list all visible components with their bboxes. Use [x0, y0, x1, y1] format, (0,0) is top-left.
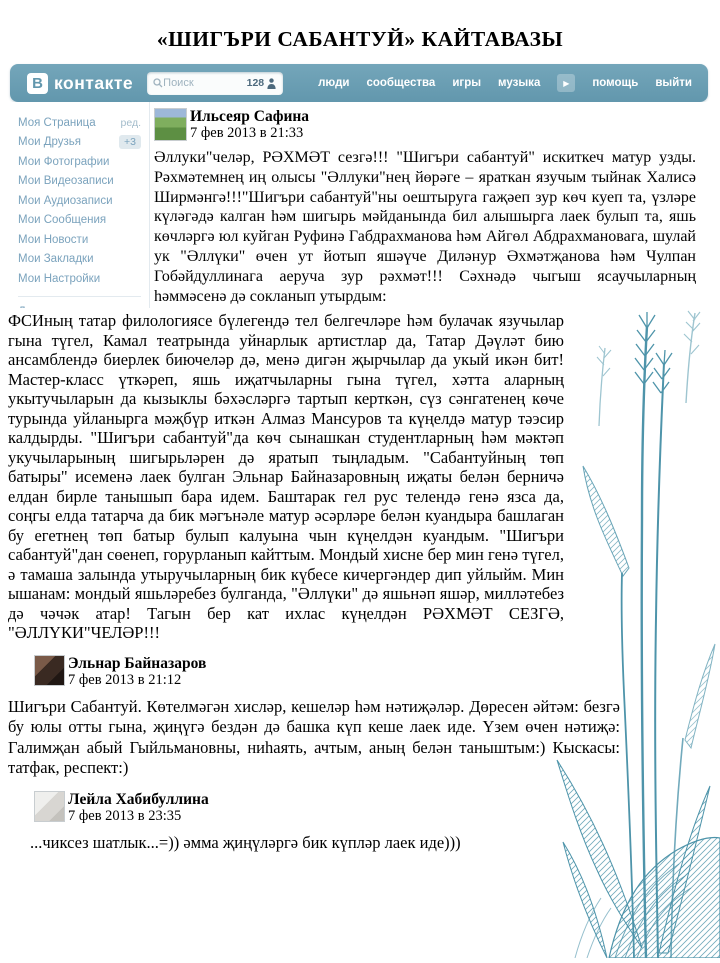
vk-top-nav	[318, 74, 692, 92]
sidebar-item-friends[interactable]: Мои Друзья +3	[18, 133, 149, 153]
play-button[interactable]	[557, 74, 575, 92]
sidebar-item-messages[interactable]: Мои Сообщения	[18, 214, 107, 227]
sidebar-item-my-page[interactable]: Моя Страница ред.	[18, 116, 141, 129]
comment-header	[34, 655, 720, 688]
nav-communities[interactable]: сообщества	[366, 77, 436, 89]
sidebar-divider	[18, 296, 141, 297]
comment-date: 7 фев 2013 в 23:35	[68, 807, 182, 824]
play-icon: ▶	[563, 78, 570, 88]
avatar-elnar[interactable]	[34, 655, 65, 686]
search-box[interactable]	[147, 72, 283, 95]
avatar-ilseyar[interactable]	[154, 108, 187, 141]
online-count: 128	[246, 77, 265, 89]
magnifier-icon	[153, 78, 163, 88]
sidebar-item-photos[interactable]: Мои Фотографии	[18, 155, 110, 168]
edit-link[interactable]: ред.	[120, 116, 141, 129]
post-header	[154, 108, 696, 141]
page-title: «ШИГЪРИ САБАНТУЙ» КАЙТАВАЗЫ	[156, 27, 564, 51]
vk-logo-wordmark: контакте	[54, 72, 134, 93]
sidebar-item-audio[interactable]: Мои Аудиозаписи	[18, 194, 113, 207]
nav-help[interactable]: помощь	[592, 77, 639, 89]
comment-elnar	[8, 655, 720, 779]
nav-games[interactable]: игры	[452, 77, 482, 89]
vk-sidebar	[10, 102, 150, 308]
sidebar-item-bookmarks[interactable]: Мои Закладки	[18, 253, 94, 266]
vk-screenshot-window	[10, 64, 708, 308]
sidebar-item-videos[interactable]: Мои Видеозаписи	[18, 175, 114, 188]
document-body	[8, 311, 720, 853]
person-icon	[267, 78, 276, 89]
vk-top-bar	[10, 64, 708, 102]
sidebar-item-documents[interactable]	[18, 303, 149, 309]
vk-post	[150, 102, 708, 308]
post-text: Әллуки"челәр, РӘХМӘТ сезгә!!! "Шигъри сабантуй" искиткеч матур узды. Рәхмәтемнең иң олысы "Әллуки"нең йөрәге – яраткан язучым тыйнак Халисә Ширмәнгә!!!"Шигъри сабантуй"ны оештыруга гаҗәеп зур көч куеп та, үзләре күләгәдә калган һәм шигырь мәйданында бил алышырга лаек булып та, яшь көчләргә юл куйган Руфинә Габдрахманова һәм Айгөл Абдрахмановага, шулай ук "Әллүки" өчен ут йотып яшәүче Диләнур Әхмәтҗанова һәм Чулпан Гобәйдуллинага аеруча зур рәхмәт!!! Сәхнәдә чыгыш ясаучыларның һәммәсенә дә сокланып утырдым:	[154, 149, 696, 305]
vk-logo[interactable]	[27, 73, 133, 94]
nav-logout[interactable]: выйти	[655, 77, 692, 89]
nav-music[interactable]: музыка	[498, 77, 541, 89]
vk-logo-icon: В	[27, 73, 48, 94]
comment-text: ...чиксез шатлык...=)) әмма җиңүләргә бик күпләр лаек иде)))	[30, 832, 461, 852]
nav-people[interactable]: люди	[318, 77, 350, 89]
body-paragraph: ФСИның татар филологиясе бүлегендә тел белгечләре һәм булачак язучылар гына түгел, Камал театрында уйнарлык артистлар да, Татар Дәүләт бию ансамблендә биерлек биючеләр дә, менә дигән җырчылар да укый икән бит! Мастер-класс үткәреп, яшь иҗатчыларны гына түгел, хәтта аларның укытучыларын да кызыклы бәхәсләргә тартып керткән, сүз сәнгатенең көче турында уйланырга мәҗбүр иткән Алмаз Мансуров та күңелдә матур тәэсир калдырды. "Шигъри сабантуй"да көч сынашкан студентларның һәм мәктәп укучыларының шигырьләрен дә яратып тыңладым. "Сабантуйның төп батыры" исеменә лаек булган Эльнар Байназаровның иҗаты белән берничә елдан бирле танышып бара идем. Баштарак гел рус телендә генә язса да, соңгы елда татарча да бик мәгънәле матур әсәрләре белән куандыра башлаган бу егетнең төп батыр булып калуына чын күңелдән куандым. "Шигъри сабантуй"дан сөенеп, горурланып кайттым. Мондый хисне бер мин генә түгел, ә тамаша залында утыручыларның бик күбесе кичергәндер дип уйлыйм. Мин ышанам: мондый яшьләребез булганда, "Әллүки" дә яшьнәп яшәр, милләтебез дә чәчәк атар! Тагын бер кат ихлас күңелдән РӘХМӘТ СЕЗГӘ, "ӘЛЛҮКИ"ЧЕЛӘР!!!	[8, 311, 564, 642]
comment-author-name[interactable]: Лейла Хабибуллина	[68, 790, 209, 808]
search-input[interactable]	[163, 77, 237, 89]
post-date: 7 фев 2013 в 21:33	[190, 125, 304, 141]
comment-date: 7 фев 2013 в 21:12	[68, 671, 182, 688]
comment-leila	[8, 791, 720, 854]
avatar-leila[interactable]	[34, 791, 65, 822]
comment-author-name[interactable]: Эльнар Байназаров	[68, 654, 207, 672]
post-author-name[interactable]: Ильсеяр Сафина	[190, 108, 310, 125]
sidebar-item-news[interactable]: Мои Новости	[18, 233, 89, 246]
comment-text: Шигъри Сабантуй. Көтелмәгән хисләр, кешеләр һәм нәтиҗәләр. Дөресен әйтәм: безгә бу юлы отты гына, җиңүгә бездән дә башка күп кеше лаек иде. Үзем өчен нәтиҗә: Галимҗан абый Гыйльмановны, ниһаять, ачтым, аның белән таныштым:) Кыскасы: татфак, респект:)	[8, 696, 620, 777]
sidebar-item-settings[interactable]: Мои Настройки	[18, 272, 101, 285]
comment-header	[34, 791, 720, 824]
vk-content-area	[10, 102, 708, 308]
friends-count-badge: +3	[119, 135, 141, 149]
